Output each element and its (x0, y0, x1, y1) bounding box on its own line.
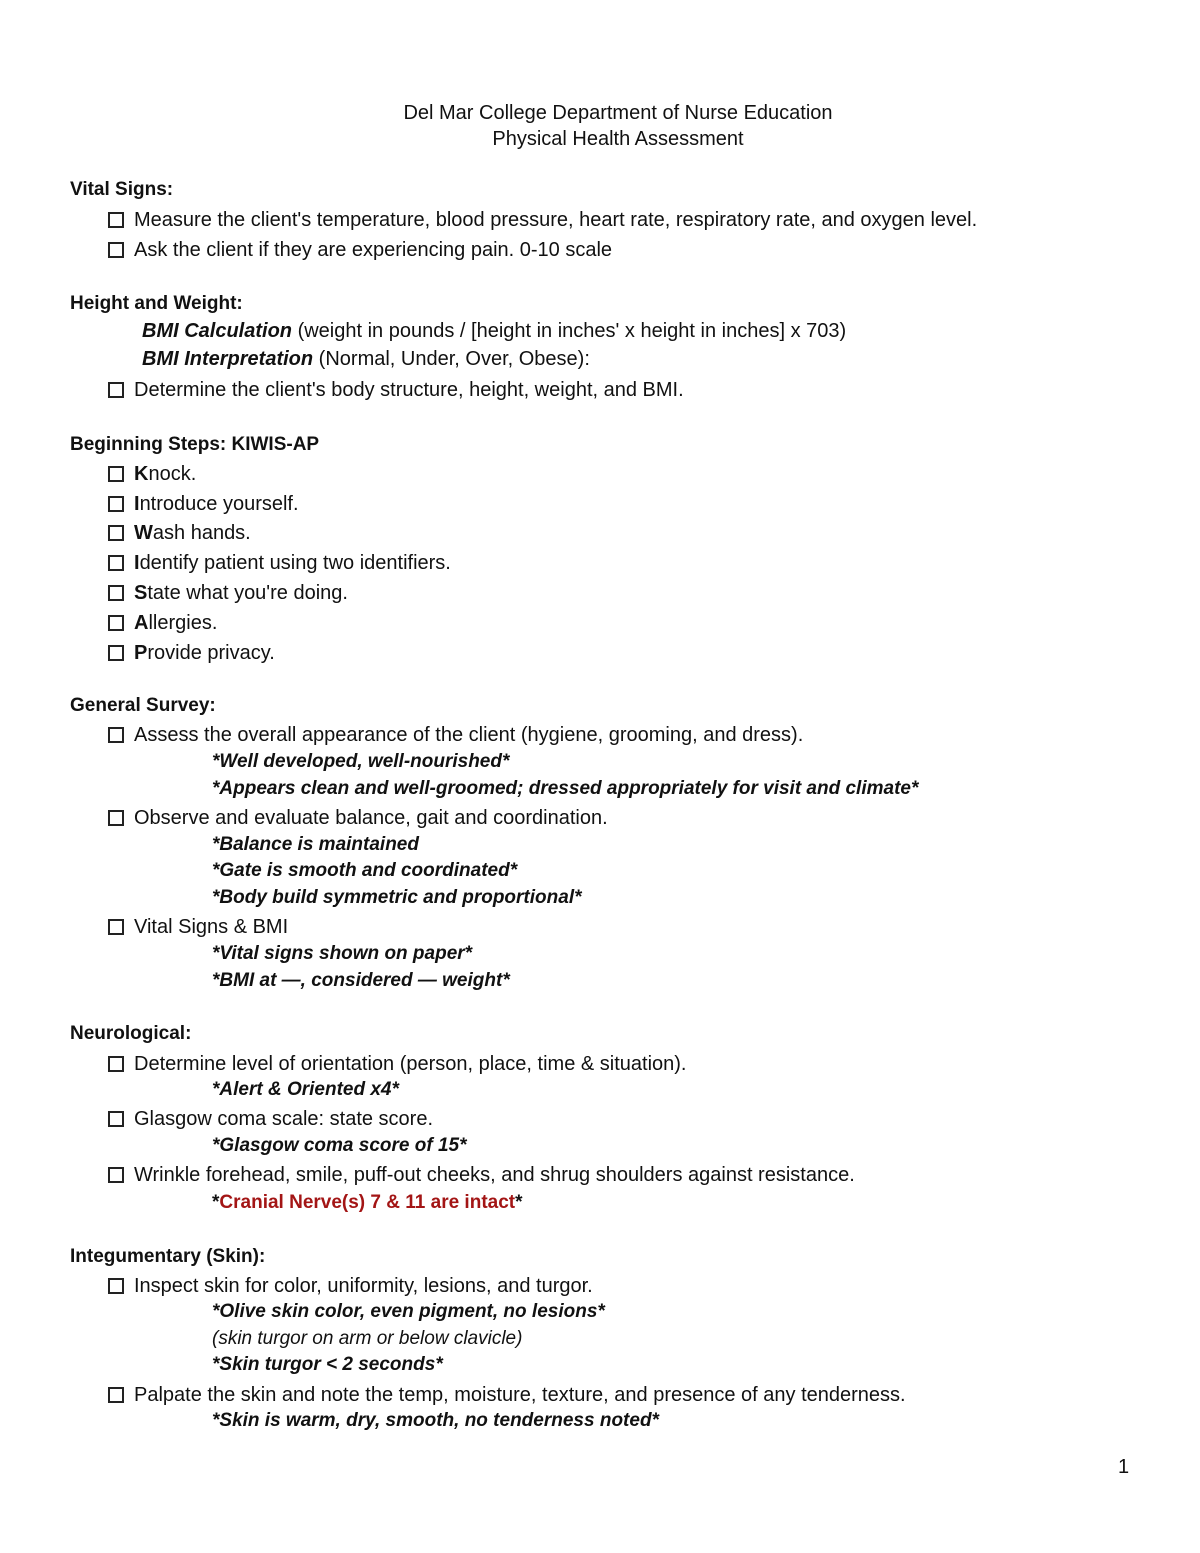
checkbox[interactable] (108, 585, 124, 601)
checkbox[interactable] (108, 212, 124, 228)
checkbox[interactable] (108, 525, 124, 541)
bmi-calculation: BMI Calculation (weight in pounds / [height in inches' x height in inches] x 703) (142, 320, 847, 342)
finding-note: *Appears clean and well-groomed; dressed appropriately for visit and climate* (212, 778, 919, 799)
checkbox[interactable] (108, 727, 124, 743)
finding-note: *Gate is smooth and coordinated* (212, 860, 518, 881)
checkbox[interactable] (108, 615, 124, 631)
checklist-item: Vital Signs & BMI (108, 914, 288, 940)
checklist-item: Wash hands. (108, 520, 251, 546)
checkbox[interactable] (108, 810, 124, 826)
document-title: Del Mar College Department of Nurse Education (403, 102, 833, 124)
finding-note-cranial: *Cranial Nerve(s) 7 & 11 are intact* (212, 1192, 523, 1213)
finding-note: *Well developed, well-nourished* (212, 751, 510, 772)
checklist-item: Inspect skin for color, uniformity, lesions, and turgor. (108, 1273, 593, 1299)
section-general-survey: General Survey: (70, 695, 216, 716)
checklist-item: Determine the client's body structure, height, weight, and BMI. (108, 377, 684, 403)
checklist-item: Determine level of orientation (person, place, time & situation). (108, 1051, 687, 1077)
checklist-item: Introduce yourself. (108, 491, 299, 517)
section-integumentary: Integumentary (Skin): (70, 1246, 266, 1267)
checkbox[interactable] (108, 1167, 124, 1183)
checklist-item: Knock. (108, 461, 196, 487)
checklist-item: Measure the client's temperature, blood pressure, heart rate, respiratory rate, and oxygen level. (108, 207, 977, 233)
checklist-item: Allergies. (108, 610, 217, 636)
section-vital-signs: Vital Signs: (70, 179, 174, 200)
checklist-item: Identify patient using two identifiers. (108, 550, 451, 576)
checkbox[interactable] (108, 1056, 124, 1072)
checkbox[interactable] (108, 1111, 124, 1127)
finding-note: *Alert & Oriented x4* (212, 1079, 399, 1100)
finding-note: *Balance is maintained (212, 834, 419, 855)
checkbox[interactable] (108, 1387, 124, 1403)
checklist-item: Glasgow coma scale: state score. (108, 1106, 433, 1132)
section-beginning-steps: Beginning Steps: KIWIS-AP (70, 434, 320, 455)
checkbox[interactable] (108, 645, 124, 661)
checkbox[interactable] (108, 242, 124, 258)
finding-note: *Vital signs shown on paper* (212, 943, 473, 964)
section-height-weight: Height and Weight: (70, 293, 243, 314)
checklist-item: Observe and evaluate balance, gait and coordination. (108, 805, 608, 831)
checkbox[interactable] (108, 496, 124, 512)
finding-note: *Glasgow coma score of 15* (212, 1135, 467, 1156)
finding-note: *BMI at —, considered — weight* (212, 970, 510, 991)
finding-note: *Olive skin color, even pigment, no lesions* (212, 1301, 605, 1322)
page-number: 1 (1118, 1456, 1130, 1478)
checklist-item: Palpate the skin and note the temp, moisture, texture, and presence of any tenderness. (108, 1382, 906, 1408)
checkbox[interactable] (108, 382, 124, 398)
finding-note: *Skin is warm, dry, smooth, no tenderness noted* (212, 1410, 659, 1431)
checklist-item: Provide privacy. (108, 640, 275, 666)
document-subtitle: Physical Health Assessment (492, 128, 744, 150)
section-neurological: Neurological: (70, 1023, 192, 1044)
checklist-item: Assess the overall appearance of the client (hygiene, grooming, and dress). (108, 722, 803, 748)
instruction-note: (skin turgor on arm or below clavicle) (212, 1328, 523, 1349)
checklist-item: Wrinkle forehead, smile, puff-out cheeks, and shrug shoulders against resistance. (108, 1162, 855, 1188)
checklist-item: Ask the client if they are experiencing pain. 0-10 scale (108, 237, 612, 263)
checkbox[interactable] (108, 919, 124, 935)
checkbox[interactable] (108, 555, 124, 571)
checkbox[interactable] (108, 1278, 124, 1294)
checkbox[interactable] (108, 466, 124, 482)
finding-note: *Skin turgor < 2 seconds* (212, 1354, 443, 1375)
checklist-item: State what you're doing. (108, 580, 348, 606)
finding-note: *Body build symmetric and proportional* (212, 887, 582, 908)
bmi-interpretation: BMI Interpretation (Normal, Under, Over, Obese): (142, 348, 590, 370)
